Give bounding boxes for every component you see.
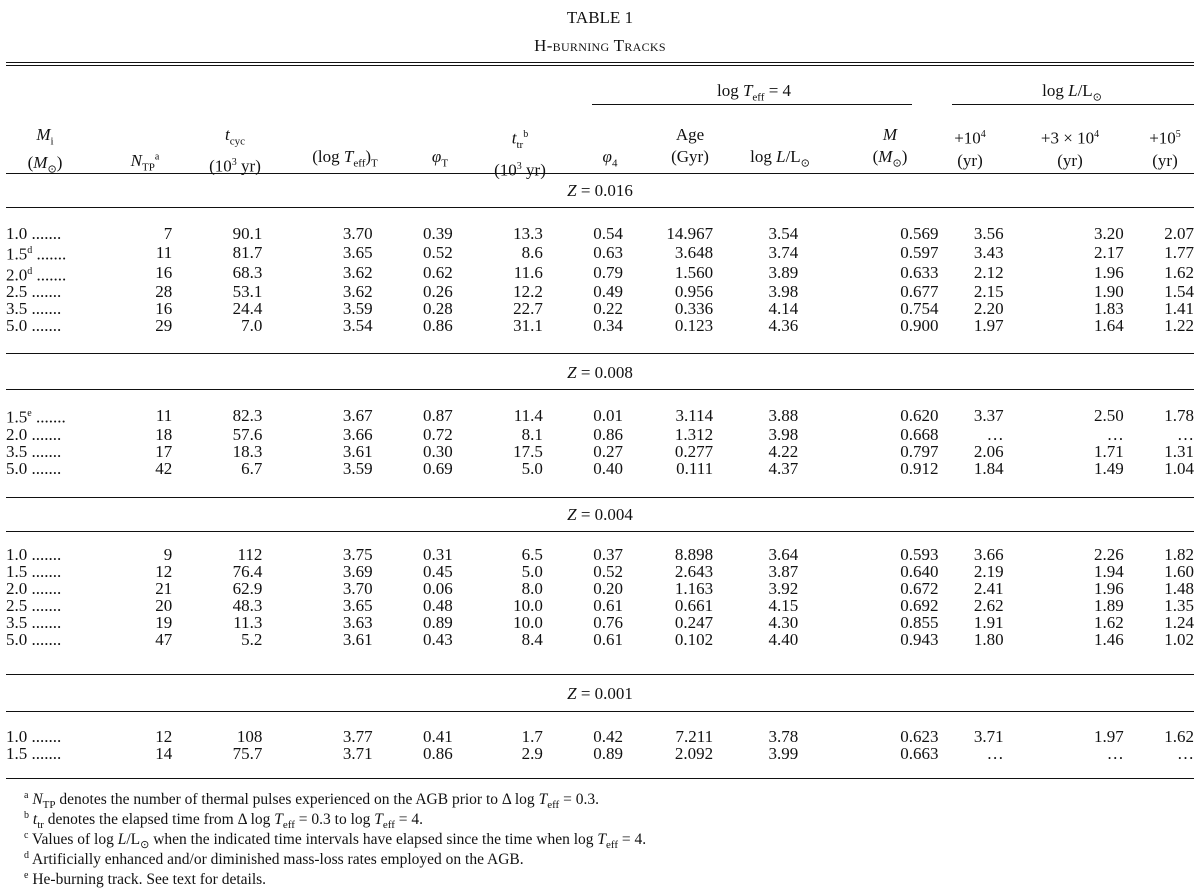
table-cell: 2.07 (1164, 224, 1194, 243)
section-label: Z = 0.016 (567, 181, 633, 200)
mass-cell: 1.0 ....... (6, 727, 62, 746)
group-underline-logteff (592, 104, 912, 105)
data-table-section (6, 546, 1194, 648)
table-cell: 0.943 (900, 630, 939, 649)
table-cell: 10.0 (513, 596, 543, 615)
table-cell: 0.663 (900, 744, 939, 763)
table-cell: 29 (155, 316, 173, 336)
table-cell: 3.66 (342, 424, 373, 444)
table-cell: 1.04 (1164, 458, 1194, 478)
footnote: $^b$ $t_{tr}$ denotes the elapsed time from Δ $\log T_{eff} = 0.3$ to $\log T_{eff} = 4$. (24, 810, 424, 832)
table-cell: 2.20 (973, 299, 1004, 319)
table-cell: 5.0 (521, 458, 543, 478)
table-cell: 14.967 (666, 224, 714, 243)
table-cell: 6.5 (521, 545, 543, 564)
table-cell: 82.3 (232, 405, 263, 425)
data-table-section (6, 405, 1194, 477)
table-cell: 0.01 (593, 405, 623, 425)
table-row (6, 300, 1194, 317)
table-cell: 1.60 (1164, 562, 1194, 581)
mass-cell: 5.0 ....... (6, 458, 62, 478)
table-cell: 53.1 (232, 282, 263, 302)
table-cell: 0.37 (593, 545, 623, 564)
table-cell: … (1106, 744, 1124, 763)
table-cell: 3.67 (342, 405, 373, 425)
table-cell: 0.52 (593, 562, 623, 581)
table-cell: 0.45 (422, 562, 453, 581)
mass-cell: 3.5 ....... (6, 299, 62, 319)
header-ntp: $N_{TP}^a$ (130, 150, 160, 174)
table-cell: 10.0 (513, 613, 543, 632)
table-cell: 14 (155, 744, 173, 763)
table-cell: 2.12 (973, 263, 1004, 283)
table-cell: 17.5 (513, 441, 543, 461)
header-phi4: $\varphi_4$ (602, 147, 618, 170)
table-cell: 24.4 (232, 299, 263, 319)
table-cell: 3.99 (768, 744, 799, 763)
table-cell: 0.336 (674, 299, 714, 319)
table-cell: 4.36 (768, 316, 799, 336)
table-cell: 28 (155, 282, 173, 302)
header-mi: $M_i$ $(M_⊙)$ (27, 125, 63, 176)
table-cell: 3.98 (768, 424, 799, 444)
mass-cell: 2.0$^d$ ....... (6, 265, 67, 285)
table-cell: 1.96 (1094, 579, 1124, 598)
table-cell: 18 (155, 424, 173, 444)
header-tcyc: $t_{cyc}$ ($10^3$ yr) (209, 125, 261, 177)
table-cell: 0.597 (900, 242, 939, 262)
table-cell: 3.59 (342, 458, 373, 478)
table-cell: 0.52 (422, 242, 453, 262)
table-caption: H-burning Tracks (534, 36, 666, 55)
table-row (6, 745, 1194, 762)
table-cell: 0.22 (593, 299, 623, 319)
table-row (6, 405, 1194, 426)
table-cell: 4.30 (768, 613, 799, 632)
mass-cell: 1.5e ....... (6, 407, 66, 427)
table-cell: 0.672 (900, 579, 939, 598)
table-cell: 3.54 (768, 224, 799, 243)
footnote: $^e$ He-burning track. See text for details. (24, 870, 267, 889)
table-cell: 3.62 (342, 263, 373, 283)
table-cell: 0.797 (900, 441, 939, 461)
table-cell: 0.79 (593, 263, 623, 283)
table-cell: 1.62 (1094, 613, 1124, 632)
mass-cell: 1.0 ....... (6, 224, 62, 243)
table-cell: 0.26 (422, 282, 453, 302)
table-cell: 62.9 (232, 579, 263, 598)
table-cell: 2.41 (973, 579, 1004, 598)
table-cell: 0.43 (422, 630, 453, 649)
table-cell: 0.48 (422, 596, 453, 615)
table-cell: 4.40 (768, 630, 799, 649)
section-rule-bottom (6, 389, 1194, 390)
table-cell: 0.593 (900, 545, 939, 564)
mass-cell: 2.0 ....... (6, 424, 62, 444)
table-row (6, 546, 1194, 563)
table-cell: 90.1 (232, 224, 263, 243)
table-cell: 1.97 (973, 316, 1004, 336)
table-cell: 3.63 (342, 613, 373, 632)
table-cell: 2.17 (1094, 242, 1124, 262)
table-row (6, 597, 1194, 614)
section-rule-bottom (6, 531, 1194, 532)
table-cell: 8.0 (521, 579, 543, 598)
table-cell: 12.2 (513, 282, 543, 302)
table-cell: 3.65 (342, 242, 373, 262)
table-cell: 8.6 (521, 242, 543, 262)
table-row (6, 563, 1194, 580)
mass-cell: 3.5 ....... (6, 441, 62, 461)
table-cell: 22.7 (513, 299, 543, 319)
table-cell: 76.4 (232, 562, 263, 581)
table-cell: 1.78 (1164, 405, 1194, 425)
section-rule-top (6, 674, 1194, 675)
mass-cell: 5.0 ....... (6, 316, 62, 336)
table-cell: … (1177, 744, 1194, 763)
table-cell: 9 (163, 545, 173, 564)
table-cell: 0.912 (900, 458, 939, 478)
table-cell: 0.89 (422, 613, 453, 632)
table-cell: 17 (155, 441, 173, 461)
header-m: M $(M_⊙)$ (872, 125, 908, 170)
table-row (6, 580, 1194, 597)
table-row (6, 225, 1194, 242)
bottom-rule (6, 778, 1194, 779)
table-cell: 0.40 (593, 458, 623, 478)
table-cell: 4.37 (768, 458, 799, 478)
table-cell: 3.56 (973, 224, 1004, 243)
table-cell: 3.98 (768, 282, 799, 302)
footnote: $^c$ Values of $\log L/L_⊙$ when the indicated time intervals have elapsed since the time when $\log T_{eff} = 4$. (24, 830, 647, 852)
table-row (6, 426, 1194, 443)
section-rule-top (6, 497, 1194, 498)
table-cell: 20 (155, 596, 173, 615)
table-cell: 2.643 (674, 562, 714, 581)
table-cell: 16 (155, 263, 173, 283)
table-cell: 1.7 (521, 727, 543, 746)
table-cell: 6.7 (241, 458, 263, 478)
table-cell: 0.69 (422, 458, 453, 478)
table-cell: 1.82 (1164, 545, 1194, 564)
footnote: $^a$ $N_{TP}$ denotes the number of thermal pulses experienced on the AGB prior to Δ $\log T_{eff} = 0.3$. (24, 790, 599, 812)
group-header-logteff: $\log T_{eff} = 4$ (716, 81, 792, 104)
table-cell: 3.37 (973, 405, 1004, 425)
table-cell: 0.89 (593, 744, 623, 763)
table-cell: … (1177, 424, 1194, 444)
table-cell: 3.71 (973, 727, 1004, 746)
header-logteff-t: (log $T_{eff})_T$ (312, 147, 378, 170)
table-number: TABLE 1 (566, 8, 634, 27)
table-row (6, 631, 1194, 648)
table-cell: 3.88 (768, 405, 799, 425)
mass-cell: 2.5 ....... (6, 596, 62, 615)
table-cell: 3.61 (342, 441, 373, 461)
mass-cell: 2.0 ....... (6, 579, 62, 598)
table-cell: 0.31 (422, 545, 453, 564)
table-cell: 2.19 (973, 562, 1004, 581)
table-cell: 0.754 (900, 299, 939, 319)
table-cell: 112 (237, 545, 263, 564)
table-cell: 0.72 (422, 424, 453, 444)
table-cell: 3.62 (342, 282, 373, 302)
table-cell: 0.111 (676, 458, 714, 478)
table-cell: 0.61 (593, 630, 623, 649)
table-row (6, 460, 1194, 477)
table-cell: 0.28 (422, 299, 453, 319)
section-rule-top (6, 353, 1194, 354)
header-phi-t: $\varphi_T$ (431, 147, 449, 170)
table-cell: 47 (155, 630, 173, 649)
table-cell: 0.30 (422, 441, 453, 461)
table-cell: 11.6 (513, 263, 543, 283)
header-plus-3e4: $+3 \times 10^4$ (yr) (1040, 128, 1100, 170)
table-cell: 0.87 (422, 405, 453, 425)
section-label: Z = 0.004 (567, 505, 633, 524)
table-cell: 19 (155, 613, 173, 632)
table-cell: 11 (155, 405, 173, 425)
table-cell: 75.7 (232, 744, 263, 763)
table-cell: 0.900 (900, 316, 939, 336)
table-cell: 7 (163, 224, 173, 243)
table-cell: 1.97 (1094, 727, 1124, 746)
table-cell: 0.277 (674, 441, 714, 461)
header-plus-1e5: $+10^5$ (yr) (1149, 128, 1181, 170)
table-cell: 0.102 (674, 630, 714, 649)
table-cell: 13.3 (513, 224, 543, 243)
table-cell: 3.87 (768, 562, 799, 581)
table-cell: 3.61 (342, 630, 373, 649)
table-cell: 1.41 (1164, 299, 1194, 319)
table-cell: 0.41 (422, 727, 453, 746)
table-cell: 1.24 (1164, 613, 1194, 632)
table-row (6, 728, 1194, 745)
table-cell: 8.4 (521, 630, 543, 649)
table-cell: 3.71 (342, 744, 373, 763)
footnote: $^d$ Artificially enhanced and/or diminished mass-loss rates employed on the AGB. (24, 850, 524, 869)
table-cell: 3.92 (768, 579, 799, 598)
table-cell: 11.4 (513, 405, 543, 425)
table-cell: 3.648 (674, 242, 714, 262)
table-cell: 1.62 (1164, 263, 1194, 283)
table-cell: 2.092 (674, 744, 714, 763)
table-cell: 0.76 (593, 613, 623, 632)
table-cell: 16 (155, 299, 173, 319)
table-cell: 0.06 (422, 579, 453, 598)
table-cell: 57.6 (232, 424, 263, 444)
header-age: Age (Gyr) (671, 125, 709, 166)
section-rule-top (6, 173, 1194, 174)
table-cell: … (986, 424, 1004, 444)
table-cell: 0.692 (900, 596, 939, 615)
table-cell: … (986, 744, 1004, 763)
table-cell: 3.70 (342, 579, 373, 598)
table-cell: 0.42 (593, 727, 623, 746)
table-cell: 11 (155, 242, 173, 262)
table-cell: 8.898 (674, 545, 714, 564)
table-cell: 1.560 (674, 263, 714, 283)
table-cell: 3.77 (342, 727, 373, 746)
table-row (6, 443, 1194, 460)
table-cell: 3.65 (342, 596, 373, 615)
table-cell: 1.62 (1164, 727, 1194, 746)
mass-cell: 5.0 ....... (6, 630, 62, 649)
table-cell: 3.89 (768, 263, 799, 283)
group-header-logl: $\log L/L_⊙$ (1042, 81, 1102, 104)
mass-cell: 1.0 ....... (6, 545, 62, 564)
table-cell: 4.22 (768, 441, 799, 461)
table-row (6, 614, 1194, 631)
table-cell: 1.89 (1094, 596, 1124, 615)
mass-cell: 1.5$^d$ ....... (6, 244, 67, 264)
table-cell: 108 (236, 727, 263, 746)
table-cell: 0.620 (900, 405, 939, 425)
table-cell: 3.43 (973, 242, 1004, 262)
table-cell: 68.3 (232, 263, 263, 283)
table-cell: 2.26 (1094, 545, 1124, 564)
header-plus-1e4: $+10^4$ (yr) (954, 128, 986, 170)
table-cell: 0.54 (593, 224, 623, 243)
table-cell: 1.49 (1094, 458, 1124, 478)
data-table-section (6, 225, 1194, 334)
table-row (6, 317, 1194, 334)
table-cell: 2.15 (973, 282, 1004, 302)
table-cell: 0.20 (593, 579, 623, 598)
table-cell: 0.956 (674, 282, 714, 302)
table-cell: 7.211 (675, 727, 714, 746)
table-cell: 0.855 (900, 613, 939, 632)
table-cell: 3.75 (342, 545, 373, 564)
header-logl: $\log L/L_⊙$ (750, 147, 810, 170)
table-cell: 31.1 (513, 316, 543, 336)
section-rule-bottom (6, 711, 1194, 712)
table-cell: 3.59 (342, 299, 373, 319)
table-cell: 0.123 (674, 316, 714, 336)
table-cell: 1.91 (973, 613, 1004, 632)
table-cell: 1.94 (1094, 562, 1124, 581)
table-cell: 3.54 (342, 316, 373, 336)
data-table-section (6, 728, 1194, 762)
table-cell: 3.20 (1094, 224, 1124, 243)
table-cell: 1.80 (973, 630, 1004, 649)
table-cell: 48.3 (232, 596, 263, 615)
table-cell: 1.83 (1094, 299, 1124, 319)
table-cell: 0.86 (422, 316, 453, 336)
table-cell: 0.49 (593, 282, 623, 302)
table-cell: 1.71 (1094, 441, 1124, 461)
table-cell: 5.2 (241, 630, 263, 649)
table-cell: 0.247 (674, 613, 714, 632)
table-cell: 2.06 (973, 441, 1004, 461)
table-cell: 0.569 (900, 224, 939, 243)
table-cell: 1.46 (1094, 630, 1124, 649)
mass-cell: 1.5 ....... (6, 744, 62, 763)
table-cell: 2.62 (973, 596, 1004, 615)
top-rule-2 (6, 65, 1194, 66)
table-cell: 1.31 (1164, 441, 1194, 461)
table-cell: 12 (155, 562, 173, 581)
table-cell: 7.0 (241, 316, 263, 336)
table-cell: 0.623 (900, 727, 939, 746)
table-cell: 0.39 (422, 224, 453, 243)
table-cell: 12 (155, 727, 173, 746)
table-cell: 0.633 (900, 263, 939, 283)
table-cell: 0.62 (422, 263, 453, 283)
table-cell: 18.3 (232, 441, 263, 461)
table-row (6, 283, 1194, 300)
table-cell: 3.66 (973, 545, 1004, 564)
mass-cell: 2.5 ....... (6, 282, 62, 302)
mass-cell: 1.5 ....... (6, 562, 62, 581)
table-cell: 81.7 (232, 242, 263, 262)
table-cell: 8.1 (521, 424, 543, 444)
table-cell: 3.69 (342, 562, 373, 581)
table-cell: 1.163 (674, 579, 714, 598)
table-cell: 1.54 (1164, 282, 1194, 302)
table-cell: 42 (155, 458, 173, 478)
table-cell: 1.64 (1094, 316, 1124, 336)
table-cell: 0.677 (900, 282, 939, 302)
group-underline-logl (952, 104, 1194, 105)
table-cell: 1.90 (1094, 282, 1124, 302)
table-cell: 0.86 (593, 424, 623, 444)
table-cell: 0.27 (593, 441, 623, 461)
table-cell: 1.02 (1164, 630, 1194, 649)
section-rule-bottom (6, 207, 1194, 208)
table-cell: 0.61 (593, 596, 623, 615)
table-cell: 1.77 (1164, 242, 1194, 262)
table-cell: 0.34 (593, 316, 623, 336)
table-cell: 1.312 (674, 424, 714, 444)
table-cell: 0.668 (900, 424, 939, 444)
table-cell: 4.14 (768, 299, 799, 319)
table-cell: 5.0 (521, 562, 543, 581)
table-cell: 0.63 (593, 242, 623, 262)
mass-cell: 3.5 ....... (6, 613, 62, 632)
table-cell: 0.640 (900, 562, 939, 581)
table-cell: 1.22 (1164, 316, 1194, 336)
table-cell: 3.74 (768, 242, 799, 262)
section-label: Z = 0.001 (567, 684, 633, 703)
table-cell: 1.35 (1164, 596, 1194, 615)
table-cell: 21 (155, 579, 173, 598)
top-rule-1 (6, 62, 1194, 63)
table-cell: 11.3 (233, 613, 263, 632)
section-label: Z = 0.008 (567, 363, 633, 382)
table-cell: 3.114 (675, 405, 714, 425)
table-cell: 3.70 (342, 224, 373, 243)
table-cell: 0.661 (674, 596, 714, 615)
table-cell: 4.15 (768, 596, 799, 615)
header-ttr: $t_{tr}^b$ ($10^3$ yr) (494, 128, 546, 180)
table-cell: 2.9 (521, 744, 543, 763)
table-cell: … (1106, 424, 1124, 444)
table-cell: 1.48 (1164, 579, 1194, 598)
table-cell: 0.86 (422, 744, 453, 763)
table-row (6, 263, 1194, 284)
table-cell: 3.78 (768, 727, 799, 746)
table-cell: 1.84 (973, 458, 1004, 478)
table-cell: 3.64 (768, 545, 799, 564)
table-row (6, 242, 1194, 263)
table-cell: 2.50 (1094, 405, 1124, 425)
table-cell: 1.96 (1094, 263, 1124, 283)
